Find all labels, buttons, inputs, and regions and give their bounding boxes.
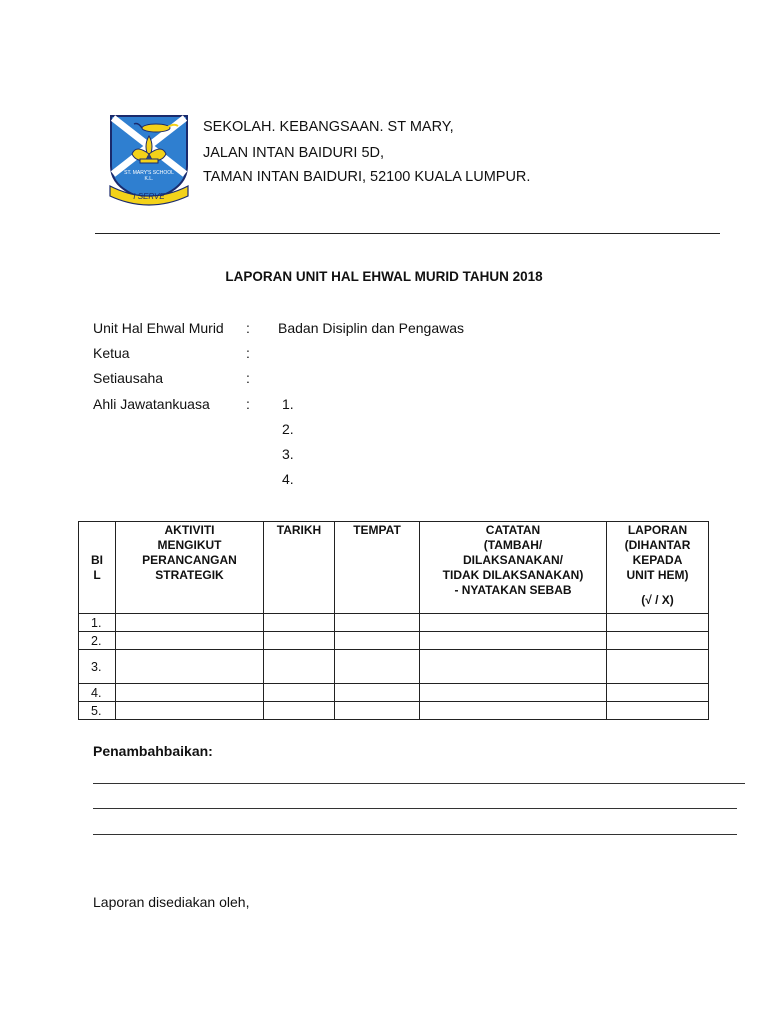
header-laporan-line3: KEPADA — [632, 553, 683, 567]
improvement-line-2[interactable] — [93, 808, 737, 809]
table-row — [79, 684, 709, 702]
row-number: 2. — [79, 632, 116, 650]
table-row — [79, 614, 709, 632]
field-colon-ajk: : — [246, 396, 250, 412]
header-bil — [79, 522, 116, 614]
committee-member-1: 1. — [282, 396, 294, 412]
header-laporan-line1: LAPORAN — [627, 523, 688, 537]
field-colon-unit: : — [246, 320, 250, 336]
header-aktiviti-line3: PERANCANGAN — [142, 553, 237, 567]
table-cell[interactable] — [264, 632, 335, 650]
logo-motto-text: I SERVE — [133, 192, 165, 201]
table-cell[interactable] — [420, 614, 607, 632]
header-catatan — [420, 522, 607, 614]
header-catatan-line3: DILAKSANAKAN/ — [463, 553, 563, 567]
field-label-ajk: Ahli Jawatankuasa — [93, 396, 210, 412]
header-catatan-line5: - NYATAKAN SEBAB — [454, 583, 572, 597]
table-header-row — [79, 522, 709, 614]
field-colon-ketua: : — [246, 345, 250, 361]
header-catatan-line1: CATATAN — [485, 523, 541, 537]
row-number: 4. — [79, 684, 116, 702]
table-cell[interactable] — [264, 702, 335, 720]
logo-school-text: ST. MARY'S SCHOOL — [124, 170, 174, 176]
field-colon-setiausaha: : — [246, 370, 250, 386]
header-tempat: TEMPAT — [335, 522, 420, 614]
table-cell[interactable] — [420, 632, 607, 650]
row-number: 5. — [79, 702, 116, 720]
committee-member-4: 4. — [282, 471, 294, 487]
header-bil-line2: L — [93, 568, 101, 582]
committee-member-3: 3. — [282, 446, 294, 462]
header-aktiviti-line2: MENGIKUT — [157, 538, 222, 552]
school-logo — [108, 114, 190, 206]
logo-kl-text: K.L. — [144, 176, 154, 182]
header-laporan — [607, 522, 709, 614]
table-row — [79, 650, 709, 684]
field-label-setiausaha: Setiausaha — [93, 370, 164, 386]
prepared-by-label: Laporan disediakan oleh, — [93, 894, 250, 910]
table-cell[interactable] — [264, 684, 335, 702]
field-label-ketua: Ketua — [93, 345, 130, 361]
header-laporan-line2: (DIHANTAR — [624, 538, 691, 552]
table-row — [79, 632, 709, 650]
table-cell[interactable] — [607, 650, 709, 684]
school-address-line-2: TAMAN INTAN BAIDURI, 52100 KUALA LUMPUR. — [203, 169, 531, 185]
table-row — [79, 702, 709, 720]
header-divider — [95, 233, 720, 234]
field-value-unit: Badan Disiplin dan Pengawas — [278, 320, 465, 336]
activity-report-table — [78, 521, 709, 720]
row-number: 1. — [79, 614, 116, 632]
header-aktiviti-line1: AKTIVITI — [164, 523, 215, 537]
penambahbaikan-label: Penambahbaikan: — [93, 743, 213, 759]
header-laporan-mark: (√ / X) — [641, 593, 674, 607]
field-label-unit: Unit Hal Ehwal Murid — [93, 320, 224, 336]
table-cell[interactable] — [116, 702, 264, 720]
table-cell[interactable] — [116, 684, 264, 702]
table-cell[interactable] — [116, 650, 264, 684]
header-catatan-line2: (TAMBAH/ — [483, 538, 543, 552]
committee-member-2: 2. — [282, 421, 294, 437]
table-cell[interactable] — [420, 702, 607, 720]
row-number: 3. — [79, 650, 116, 684]
table-cell[interactable] — [420, 684, 607, 702]
table-cell[interactable] — [335, 684, 420, 702]
table-cell[interactable] — [607, 684, 709, 702]
table-cell[interactable] — [335, 614, 420, 632]
school-address-line-1: JALAN INTAN BAIDURI 5D, — [203, 145, 385, 161]
table-cell[interactable] — [607, 702, 709, 720]
school-name-line: SEKOLAH. KEBANGSAAN. ST MARY, — [203, 119, 454, 135]
table-cell[interactable] — [607, 632, 709, 650]
table-cell[interactable] — [116, 632, 264, 650]
table-cell[interactable] — [335, 650, 420, 684]
header-catatan-line4: TIDAK DILAKSANAKAN) — [442, 568, 584, 582]
improvement-line-1[interactable] — [93, 783, 745, 784]
table-cell[interactable] — [335, 702, 420, 720]
table-cell[interactable] — [607, 614, 709, 632]
table-cell[interactable] — [420, 650, 607, 684]
table-cell[interactable] — [264, 614, 335, 632]
header-bil-line1: BI — [91, 553, 103, 567]
header-laporan-line4: UNIT HEM) — [626, 568, 689, 582]
table-cell[interactable] — [335, 632, 420, 650]
table-cell[interactable] — [116, 614, 264, 632]
header-tarikh: TARIKH — [264, 522, 335, 614]
table-cell[interactable] — [264, 650, 335, 684]
improvement-line-3[interactable] — [93, 834, 737, 835]
report-title: LAPORAN UNIT HAL EHWAL MURID TAHUN 2018 — [225, 269, 543, 284]
header-aktiviti-line4: STRATEGIK — [155, 568, 224, 582]
header-aktiviti — [116, 522, 264, 614]
